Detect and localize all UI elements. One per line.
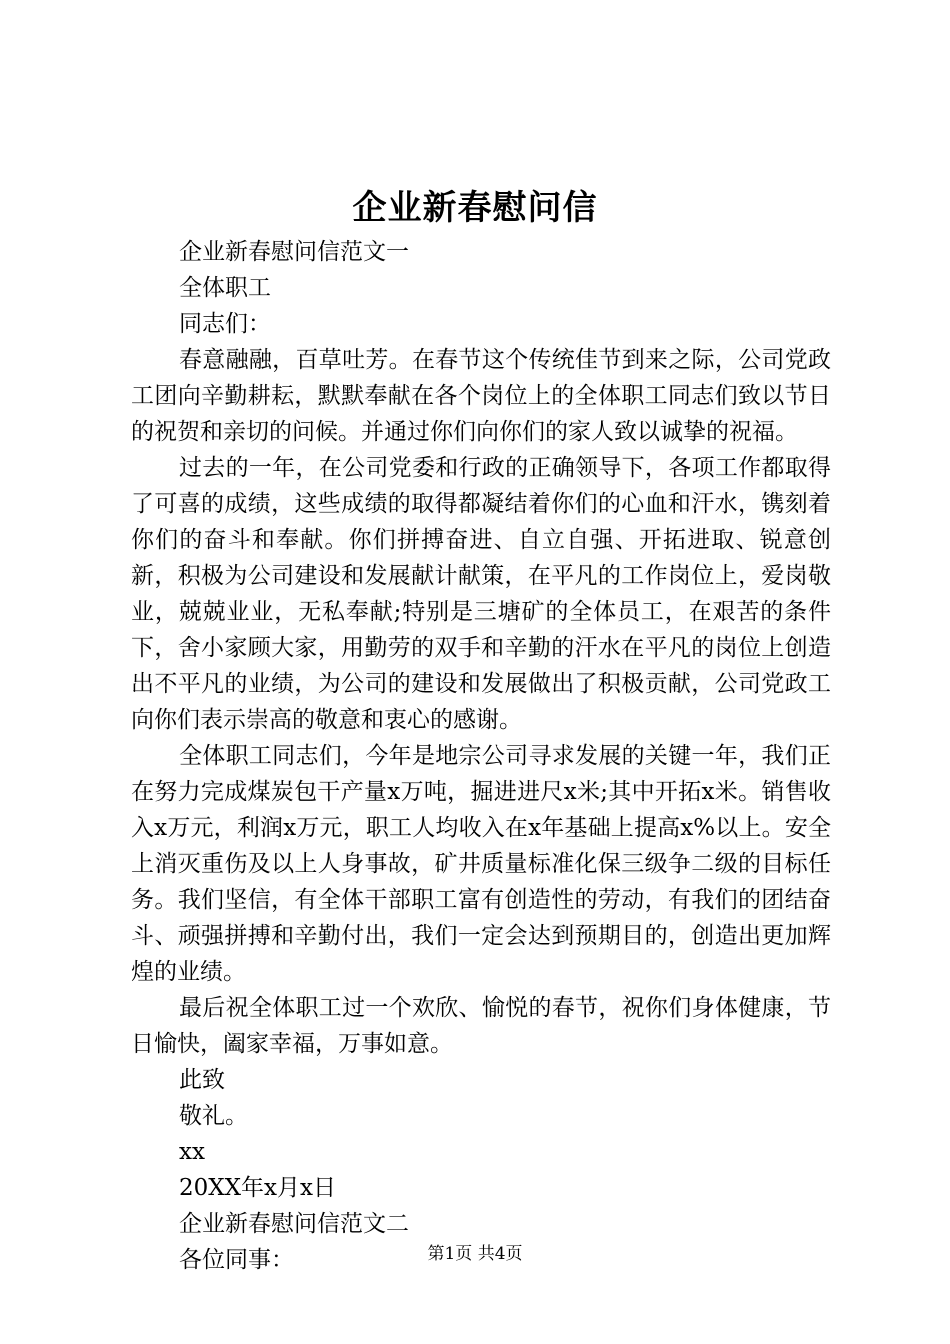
signature: xx: [179, 1139, 205, 1165]
section-heading-1: 企业新春慰问信范文一: [179, 239, 409, 265]
salutation-2: 各位同事：: [179, 1247, 294, 1273]
recipient-line: 全体职工: [179, 275, 271, 301]
paragraph-4: 最后祝全体职工过一个欢欣、愉悦的春节，祝你们身体健康，节日愉快，阖家幸福，万事如意。: [131, 995, 831, 1057]
paragraph-3: 全体职工同志们，今年是地宗公司寻求发展的关键一年，我们正在努力完成煤炭包干产量x万吨，掘进进尺x米;其中开拓x米。销售收入x万元，利润x万元，职工人均收入在x年基础上提高x%以上。安全上消灭重伤及以上人身事故，矿井质量标准化保三级争二级的目标任务。我们坚信，有全体干部职工富有创造性的劳动，有我们的团结奋斗、顽强拼搏和辛勤付出，我们一定会达到预期目的，创造出更加辉煌的业绩。: [131, 743, 831, 985]
page-number: 第1页 共4页: [427, 1244, 523, 1264]
document-title: 企业新春慰问信: [352, 188, 598, 228]
closing-line-1: 此致: [179, 1067, 225, 1093]
closing-line-2: 敬礼。: [179, 1103, 248, 1129]
date-line: 20XX年x月x日: [179, 1175, 336, 1201]
paragraph-1: 春意融融，百草吐芳。在春节这个传统佳节到来之际，公司党政工团向辛勤耕耘，默默奉献在各个岗位上的全体职工同志们致以节日的祝贺和亲切的问候。并通过你们向你们的家人致以诚挚的祝福。: [131, 347, 831, 445]
section-heading-2: 企业新春慰问信范文二: [179, 1211, 409, 1237]
paragraph-2: 过去的一年，在公司党委和行政的正确领导下，各项工作都取得了可喜的成绩，这些成绩的取得都凝结着你们的心血和汗水，镌刻着你们的奋斗和奉献。你们拼搏奋进、自立自强、开拓进取、锐意创新，积极为公司建设和发展献计献策，在平凡的工作岗位上，爱岗敬业，兢兢业业，无私奉献;特别是三塘矿的全体员工，在艰苦的条件下，舍小家顾大家，用勤劳的双手和辛勤的汗水在平凡的岗位上创造出不平凡的业绩，为公司的建设和发展做出了积极贡献，公司党政工向你们表示崇高的敬意和衷心的感谢。: [131, 455, 831, 733]
document-body: [131, 234, 831, 1278]
salutation: 同志们：: [179, 311, 271, 337]
